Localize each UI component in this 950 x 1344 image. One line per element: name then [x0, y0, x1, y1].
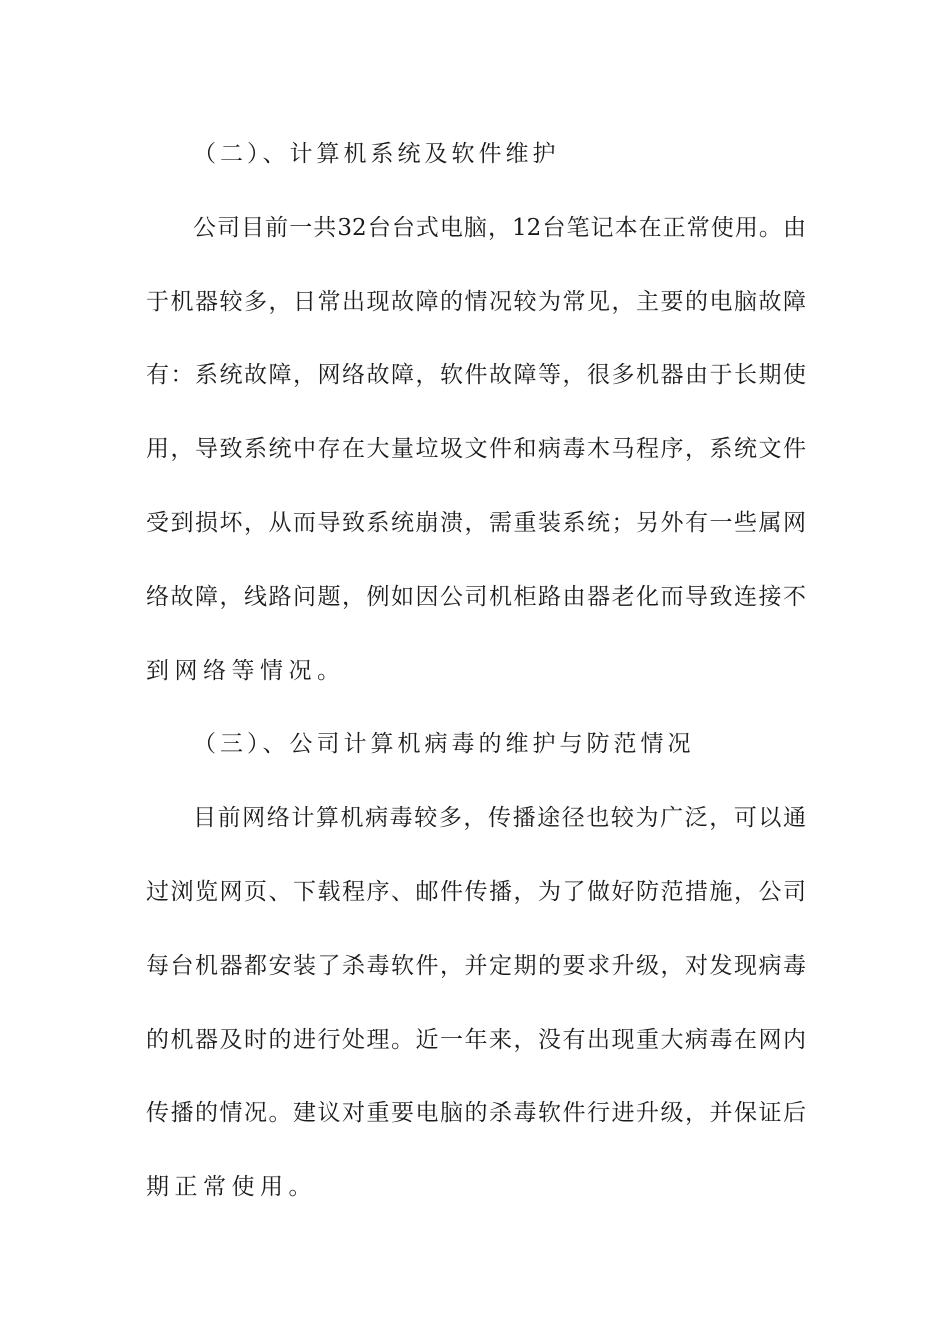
- document-body: [146, 118, 806, 1225]
- section-heading-system-software: （二）、计算机系统及软件维护: [193, 141, 560, 167]
- paragraph-line: 目前网络计算机病毒较多，传播途径也较为广泛，可以通: [193, 805, 806, 832]
- paragraph-line: 受到损坏，从而导致系统崩溃，需重装系统；另外有一些属网: [146, 509, 806, 536]
- section-heading-virus-protection: （三）、公司计算机病毒的维护与防范情况: [193, 731, 695, 758]
- paragraph-line: 过浏览网页、下载程序、邮件传播，为了做好防范措施，公司: [146, 878, 806, 905]
- paragraph-system-software: [146, 192, 806, 709]
- paragraph-line: 于机器较多，日常出现故障的情况较为常见，主要的电脑故障: [146, 288, 806, 315]
- paragraph-line: 每台机器都安装了杀毒软件，并定期的要求升级，对发现病毒: [146, 952, 806, 979]
- paragraph-line: 公司目前一共32台台式电脑，12台笔记本在正常使用。由: [193, 214, 806, 241]
- paragraph-line: 络故障，线路问题，例如因公司机柜路由器老化而导致连接不: [146, 583, 806, 610]
- paragraph-line: 到网络等情况。: [146, 657, 346, 684]
- paragraph-line: 传播的情况。建议对重要电脑的杀毒软件行进升级，并保证后: [146, 1100, 806, 1127]
- paragraph-line: 期正常使用。: [146, 1174, 317, 1201]
- paragraph-virus-protection: [146, 782, 806, 1225]
- paragraph-line: 用，导致系统中存在大量垃圾文件和病毒木马程序，系统文件: [146, 436, 806, 463]
- paragraph-line: 的机器及时的进行处理。近一年来，没有出现重大病毒在网内: [146, 1026, 806, 1053]
- paragraph-line: 有：系统故障，网络故障，软件故障等，很多机器由于长期使: [146, 362, 806, 389]
